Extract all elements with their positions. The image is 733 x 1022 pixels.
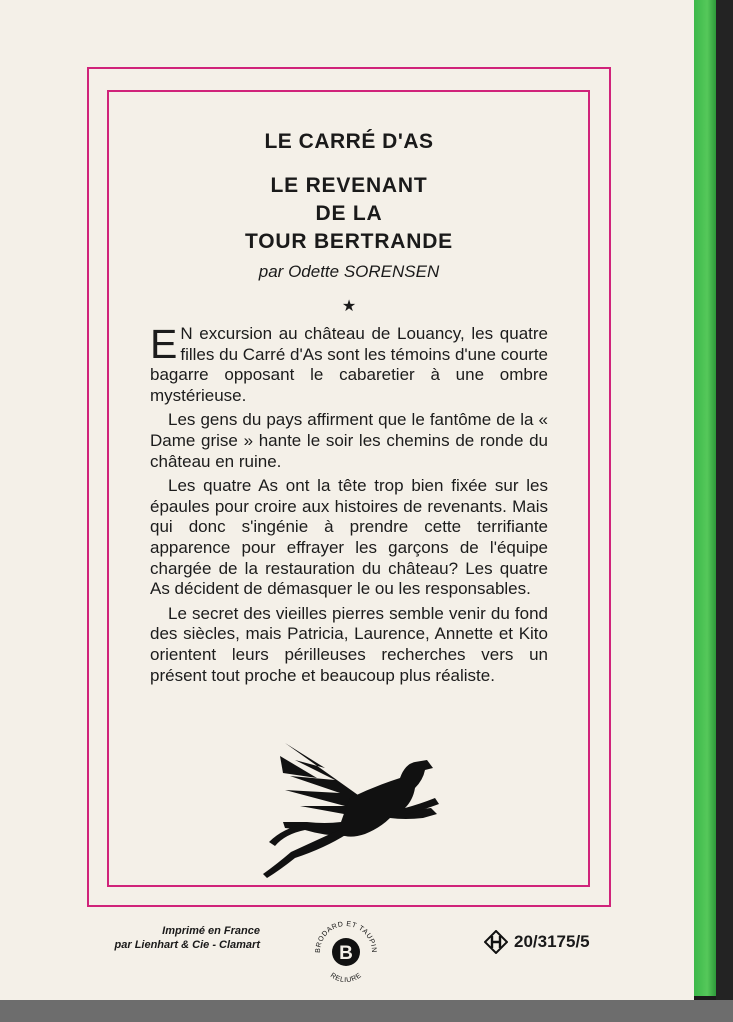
title-line: TOUR BERTRANDE (245, 230, 453, 253)
binder-bottom-text: RELIURE (328, 972, 364, 985)
blurb-paragraph-text: N excursion au château de Louancy, les quatre filles du Carré d'As sont les témoins d'une courte bagarre opposant le cabaretier à une ombre mystérieuse. (150, 324, 548, 405)
blurb-text (150, 321, 548, 690)
hachette-h-icon (484, 930, 508, 954)
blurb-paragraph: Les quatre As ont la tête trop bien fixée sur les épaules pour croire aux histoires de revenants. Mais qui donc s'ingénie à prendre cette terrifiante apparence pour effrayer les garçons de l'équipe chargée de la restauration du château? Les quatre As décident de démasquer le ou les responsables. (150, 476, 548, 599)
bottom-band (0, 1000, 733, 1022)
imprint-line: par Lienhart & Cie - Clamart (114, 939, 260, 951)
reference-number: 20/3175/5 (514, 932, 590, 951)
pegasus-emblem-icon (255, 738, 445, 883)
book-title (150, 172, 548, 256)
binder-letter: B (339, 943, 353, 964)
author-prefix: par (258, 262, 284, 281)
dark-edge (716, 0, 733, 1022)
brodard-taupin-logo-icon (308, 914, 384, 990)
imprint-notice (70, 924, 260, 952)
blurb-paragraph: Les gens du pays affirment que le fantôme de la « Dame grise » hante le soir les chemins de ronde du château en ruine. (150, 410, 548, 471)
blurb-paragraph: Le secret des vieilles pierres semble venir du fond des siècles, mais Patricia, Laurence, Annette et Kito orientent leurs périlleuses recherches vers un présent tout proche et beaucoup plus réaliste. (150, 603, 548, 685)
blurb-paragraph (150, 321, 548, 406)
imprint-line: Imprimé en France (162, 925, 260, 937)
binder-top-text: BRODARD ET TAUPIN (314, 920, 378, 954)
publisher-reference (484, 930, 590, 954)
star-separator: ★ (341, 298, 357, 315)
series-name: LE CARRÉ D'AS (264, 130, 434, 153)
title-line: LE REVENANT (270, 174, 428, 197)
author-name: Odette SORENSEN (288, 262, 440, 281)
green-spine-strip (694, 0, 716, 996)
drop-cap: E (150, 321, 178, 367)
author-line (150, 262, 548, 282)
title-line: DE LA (315, 202, 383, 225)
